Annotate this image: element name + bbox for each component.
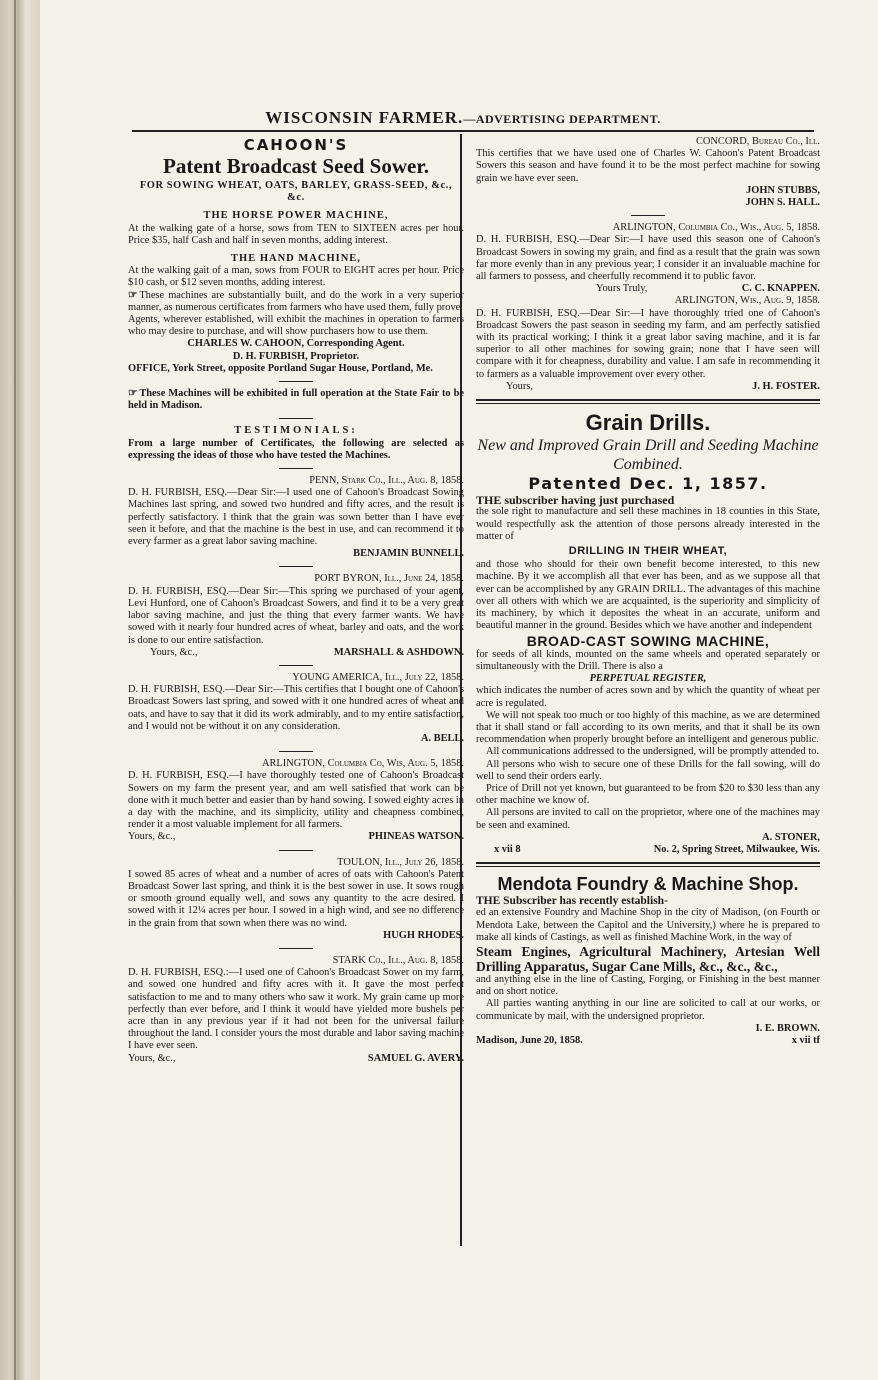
- testimonial-closing: Yours Truly,: [596, 283, 648, 295]
- mendota-signature: I. E. BROWN.: [755, 1022, 820, 1034]
- agents-text: Agents, wherever established, will exhibit the machines in operation to farmers who may desire to purchase, and will show purchasers how to use them.: [128, 314, 464, 338]
- testimonial-text: D. H. FURBISH, ESQ.:—I used one of Cahoon's Broadcast Sower on my farm, and sowed one hundred and fifty acres with it. It gave the most perfect satisfaction to me and to many others who saw it work. My grain came up more perfectly than ever before, and I think it would have yielded more bushels per acre than in any previous year if it had not been for the universal failure throughout the land. I consider yours the most durable and labor saving machine I have ever seen.: [128, 967, 464, 1052]
- header-rule: [132, 130, 814, 132]
- testimonial-signature: JOHN S. HALL.: [745, 197, 820, 209]
- pointing-hand-icon: ☞: [128, 388, 138, 400]
- divider: [279, 381, 313, 382]
- grain-drills-text: All persons are invited to call on the proprietor, where one of the machines may be seen and examined.: [476, 807, 820, 831]
- masthead: [128, 108, 812, 128]
- mendota-text: All parties wanting anything in our line are solicited to call at our works, or communicate by mail, with the undersigned proprietor.: [476, 998, 820, 1022]
- register-heading: PERPETUAL REGISTER,: [589, 673, 707, 685]
- divider: [279, 751, 313, 752]
- mendota-products: Steam Engines, Agricultural Machinery, Artesian Well Drilling Apparatus, Sugar Cane Mills, &c., &c., &c.,: [476, 943, 820, 974]
- masthead-subtitle: —ADVERTISING DEPARTMENT.: [463, 112, 661, 126]
- right-column: [476, 136, 820, 1047]
- testimonial-signature: JOHN STUBBS,: [746, 184, 820, 196]
- divider: [279, 665, 313, 666]
- section-rule: [476, 399, 820, 404]
- mendota-date: Madison, June 20, 1858.: [476, 1034, 583, 1046]
- testimonial-closing: Yours, &c.,: [128, 1052, 176, 1064]
- mendota-text: ed an extensive Foundry and Machine Shop in the city of Madison, (on Fourth or Mendota Lake, between the Capitol and the University,) where he is prepared to make all kinds of Castings, as well as finished Machine Work, in the way of: [476, 907, 820, 943]
- divider: [279, 850, 313, 851]
- testimonial-signature: MARSHALL & ASHDOWN.: [333, 646, 464, 658]
- testimonial-place: PORT BYRON, Ill., June 24, 1858.: [314, 573, 464, 585]
- testimonial-text: D. H. FURBISH, ESQ.—Dear Sir:—This spring we purchased of your agent, Levi Hunford, one of Cahoon's Broadcast Sowers, and find it to be a very great labor saving machine, and just the thing that every farmer wants. We have sowed with it nearly four hundred acres of wheat, barley and oats, and the work is done to our entire satisfaction.: [128, 585, 464, 646]
- divider: [279, 566, 313, 567]
- testimonial-signature: SAMUEL G. AVERY.: [367, 1052, 464, 1064]
- testimonial-place: YOUNG AMERICA, Ill., July 22, 1858.: [292, 671, 464, 683]
- testimonial-signature: J. H. FOSTER.: [752, 380, 820, 392]
- grain-drills-title: Grain Drills.: [585, 410, 711, 436]
- binding-margin: [0, 0, 40, 1380]
- binding-line: [14, 0, 16, 1380]
- testimonial-text: D. H. FURBISH, ESQ.—I have thoroughly tested one of Cahoon's Broadcast Sowers on my farm the present year, and am well satisfied that work can be done with it much better and easier than by hand sowing. I sowed eighty acres in a day with the machine, and its simplicity, utility and cheapness combined, render it a most valuable implement for all farmers.: [128, 770, 464, 831]
- sower-subtitle: FOR SOWING WHEAT, OATS, BARLEY, GRASS-SEED, &c., &c.: [139, 180, 453, 204]
- testimonial-signature: A. BELL.: [420, 732, 464, 744]
- hand-machine-text: At the walking gait of a man, sows from FOUR to EIGHT acres per hour. Price $10 cash, or $12 seven months, adding interest.: [128, 265, 464, 289]
- ad-code: x vii 8: [494, 843, 521, 855]
- testimonial-signature: HUGH RHODES.: [383, 929, 464, 941]
- hand-machine-heading: THE HAND MACHINE,: [231, 253, 361, 265]
- mendota-text: and anything else in the line of Casting, Forging, or Finishing in the best manner and on short notice.: [476, 973, 820, 998]
- testimonials-heading: TESTIMONIALS:: [234, 425, 358, 437]
- grain-drills-text: for seeds of all kinds, mounted on the same wheels and operated separately or simultaneously with the Drill. There is also a: [476, 648, 820, 672]
- divider: [279, 418, 313, 419]
- grain-drills-subtitle: New and Improved Grain Drill and Seeding Machine Combined.: [477, 437, 819, 474]
- testimonial-closing: Yours, &c.,: [128, 831, 176, 843]
- testimonial-text: D. H. FURBISH, ESQ.—Dear Sir:—I have thoroughly tried one of Cahoon's Broadcast Sowers the past season in seeding my farm, and am perfectly satisfied with its practical working; I think it a great labor saving machine, and it is far superior to all other machines for sowing grain; none that I have seen will compare with it for cheapness, durability and value. I am safe in recommending it to farmers as a valuable improvement over every other.: [476, 307, 820, 380]
- cahoons-title: CAHOON'S: [243, 136, 349, 154]
- testimonial-text: D. H. FURBISH, ESQ.—Dear Sir:—This certifies that I bought one of Cahoon's Broadcast Sowers last spring, and sowed with it one hundred acres of wheat and oats, and have to say that it did its work admirably, and to my entire satisfaction, and I would not be without it on any consideration.: [128, 684, 464, 732]
- sower-title: Patent Broadcast Seed Sower.: [163, 154, 429, 178]
- grain-drills-text: All communications addressed to the undersigned, will be promptly attended to.: [486, 746, 820, 758]
- ad-code: x vii tf: [791, 1034, 820, 1046]
- pointing-hand-icon: ☞: [128, 289, 138, 301]
- testimonial-closing: Yours,: [506, 380, 533, 392]
- testimonial-place: ARLINGTON, Columbia Co., Wis., Aug. 5, 1858.: [612, 222, 820, 234]
- testimonial-place: CONCORD, Bureau Co., Ill.: [695, 136, 820, 147]
- testimonial-signature: C. C. KNAPPEN.: [741, 283, 820, 295]
- office-address: OFFICE, York Street, opposite Portland Sugar House, Portland, Me.: [128, 362, 433, 374]
- mendota-title: Mendota Foundry & Machine Shop.: [497, 874, 799, 895]
- grain-drills-text: All persons who wish to secure one of these Drills for the fall sowing, will do well to send their orders early.: [476, 758, 820, 782]
- grain-drills-text: and those who should for their own benefit become interested, to this new machine. By it we accomplish all that ever has been, and as we suppose all that ever can be accomplished by any GRAIN DRILL. The advantages of this machine over all others with which we are acquainted, is the superiority and simplicity of its machinery, by which it deposites the wheat in an accurate, uniform and beautiful manner in the ground. Besides which we have another and independent: [476, 559, 820, 632]
- testimonial-text: D. H. FURBISH, ESQ.—Dear Sir:—I used one of Cahoon's Broadcast Sowing Machines last spring, and sowed two hundred and fifty acres, and the result is perfectly satisfactory. I think that the grain was sown better than I have ever seen it before, and that the machine is the best in use, and can recommend it to every farmer as a great labor saving machine.: [128, 487, 464, 548]
- testimonial-place: PENN, Stark Co., Ill., Aug. 8, 1858.: [309, 475, 464, 487]
- left-column: [128, 136, 464, 1065]
- section-rule: [476, 862, 820, 867]
- grain-drills-text: Price of Drill not yet known, but guaranteed to be from $20 to $30 less than any other machine we know of.: [476, 782, 820, 807]
- grain-drills-text: which indicates the number of acres sown and by which the quantity of wheat per acre is regulated.: [476, 685, 820, 709]
- testimonial-place: TOULON, Ill., July 26, 1858.: [337, 856, 464, 868]
- testimonial-text: D. H. FURBISH, ESQ.—Dear Sir:—I have used this season one of Cahoon's Broadcast Sowers in sowing my grain, and find as a result that the grain was sown far more evenly than in any previous year; I consider it an invaluable machine for all farmers to possess, and cheerfully recommend it to public favor.: [476, 234, 820, 283]
- grain-drills-text: the sole right to manufacture and sell these machines in 18 counties in this State, would respectfully ask the attention of those persons already interested in the matter of: [476, 506, 820, 542]
- notice-text: These machines are substantially built, and do the work in a very superior manner, as numerous certificates from farmers who have used them, fully prove.: [128, 289, 464, 313]
- agent-name: CHARLES W. CAHOON, Corresponding Agent.: [187, 338, 405, 350]
- testimonial-place: STARK Co., Ill., Aug. 8, 1858.: [332, 954, 464, 966]
- drilling-heading: DRILLING IN THEIR WHEAT,: [568, 545, 728, 558]
- proprietor-name: D. H. FURBISH, Proprietor.: [232, 350, 360, 362]
- testimonial-text: I sowed 85 acres of wheat and a number of acres of oats with Cahoon's Patent Broadcast Sower last spring, and think it is the best sower in use. It sows rough or smooth ground equally well, and sows any quantity to the acre desired. I sowed with it 12¼ acres per hour. I sowed in a high wind, and see no difference in the grain from that sown when there was no wind.: [128, 868, 464, 929]
- grain-drills-lead: THE subscriber having just purchased: [476, 493, 675, 508]
- divider: [631, 215, 665, 216]
- testimonial-signature: PHINEAS WATSON.: [368, 831, 464, 843]
- testimonial-text: This certifies that we have used one of Charles W. Cahoon's Patent Broadcast Sowers this season and have found it to be the most perfect machine for sowing grain we have ever seen.: [476, 148, 820, 184]
- grain-drills-text: We will not speak too much or too highly of this machine, as we are determined that it shall stand or fall according to its own merits, and that it shall be its own recommendation when properly brought before an intelligent and generous public.: [476, 709, 820, 746]
- masthead-title: WISCONSIN FARMER.: [265, 108, 464, 127]
- divider: [279, 468, 313, 469]
- patent-date: Patented Dec. 1, 1857.: [528, 474, 768, 494]
- exhibit-notice: These Machines will be exhibited in full operation at the State Fair to be held in Madison.: [128, 388, 464, 412]
- testimonial-closing: Yours, &c.,: [150, 646, 198, 658]
- divider: [279, 948, 313, 949]
- broadcast-heading: BROAD-CAST SOWING MACHINE,: [526, 632, 770, 649]
- testimonials-intro: From a large number of Certificates, the following are selected as expressing the ideas of those who have tested the Machines.: [128, 437, 464, 461]
- horse-machine-text: At the walking gate of a horse, sows from TEN to SIXTEEN acres per hour. Price $35, half Cash and half in seven months, adding interest.: [128, 222, 464, 246]
- testimonial-signature: BENJAMIN BUNNELL.: [353, 548, 464, 560]
- horse-machine-heading: THE HORSE POWER MACHINE,: [203, 210, 389, 222]
- testimonial-place: ARLINGTON, Columbia Co, Wis, Aug. 5, 1858.: [261, 758, 464, 770]
- testimonial-place: ARLINGTON, Wis., Aug. 9, 1858.: [674, 295, 820, 307]
- grain-drills-signature: A. STONER,: [762, 831, 820, 843]
- mendota-lead: THE Subscriber has recently establish-: [476, 895, 668, 908]
- grain-drills-address: No. 2, Spring Street, Milwaukee, Wis.: [653, 843, 820, 855]
